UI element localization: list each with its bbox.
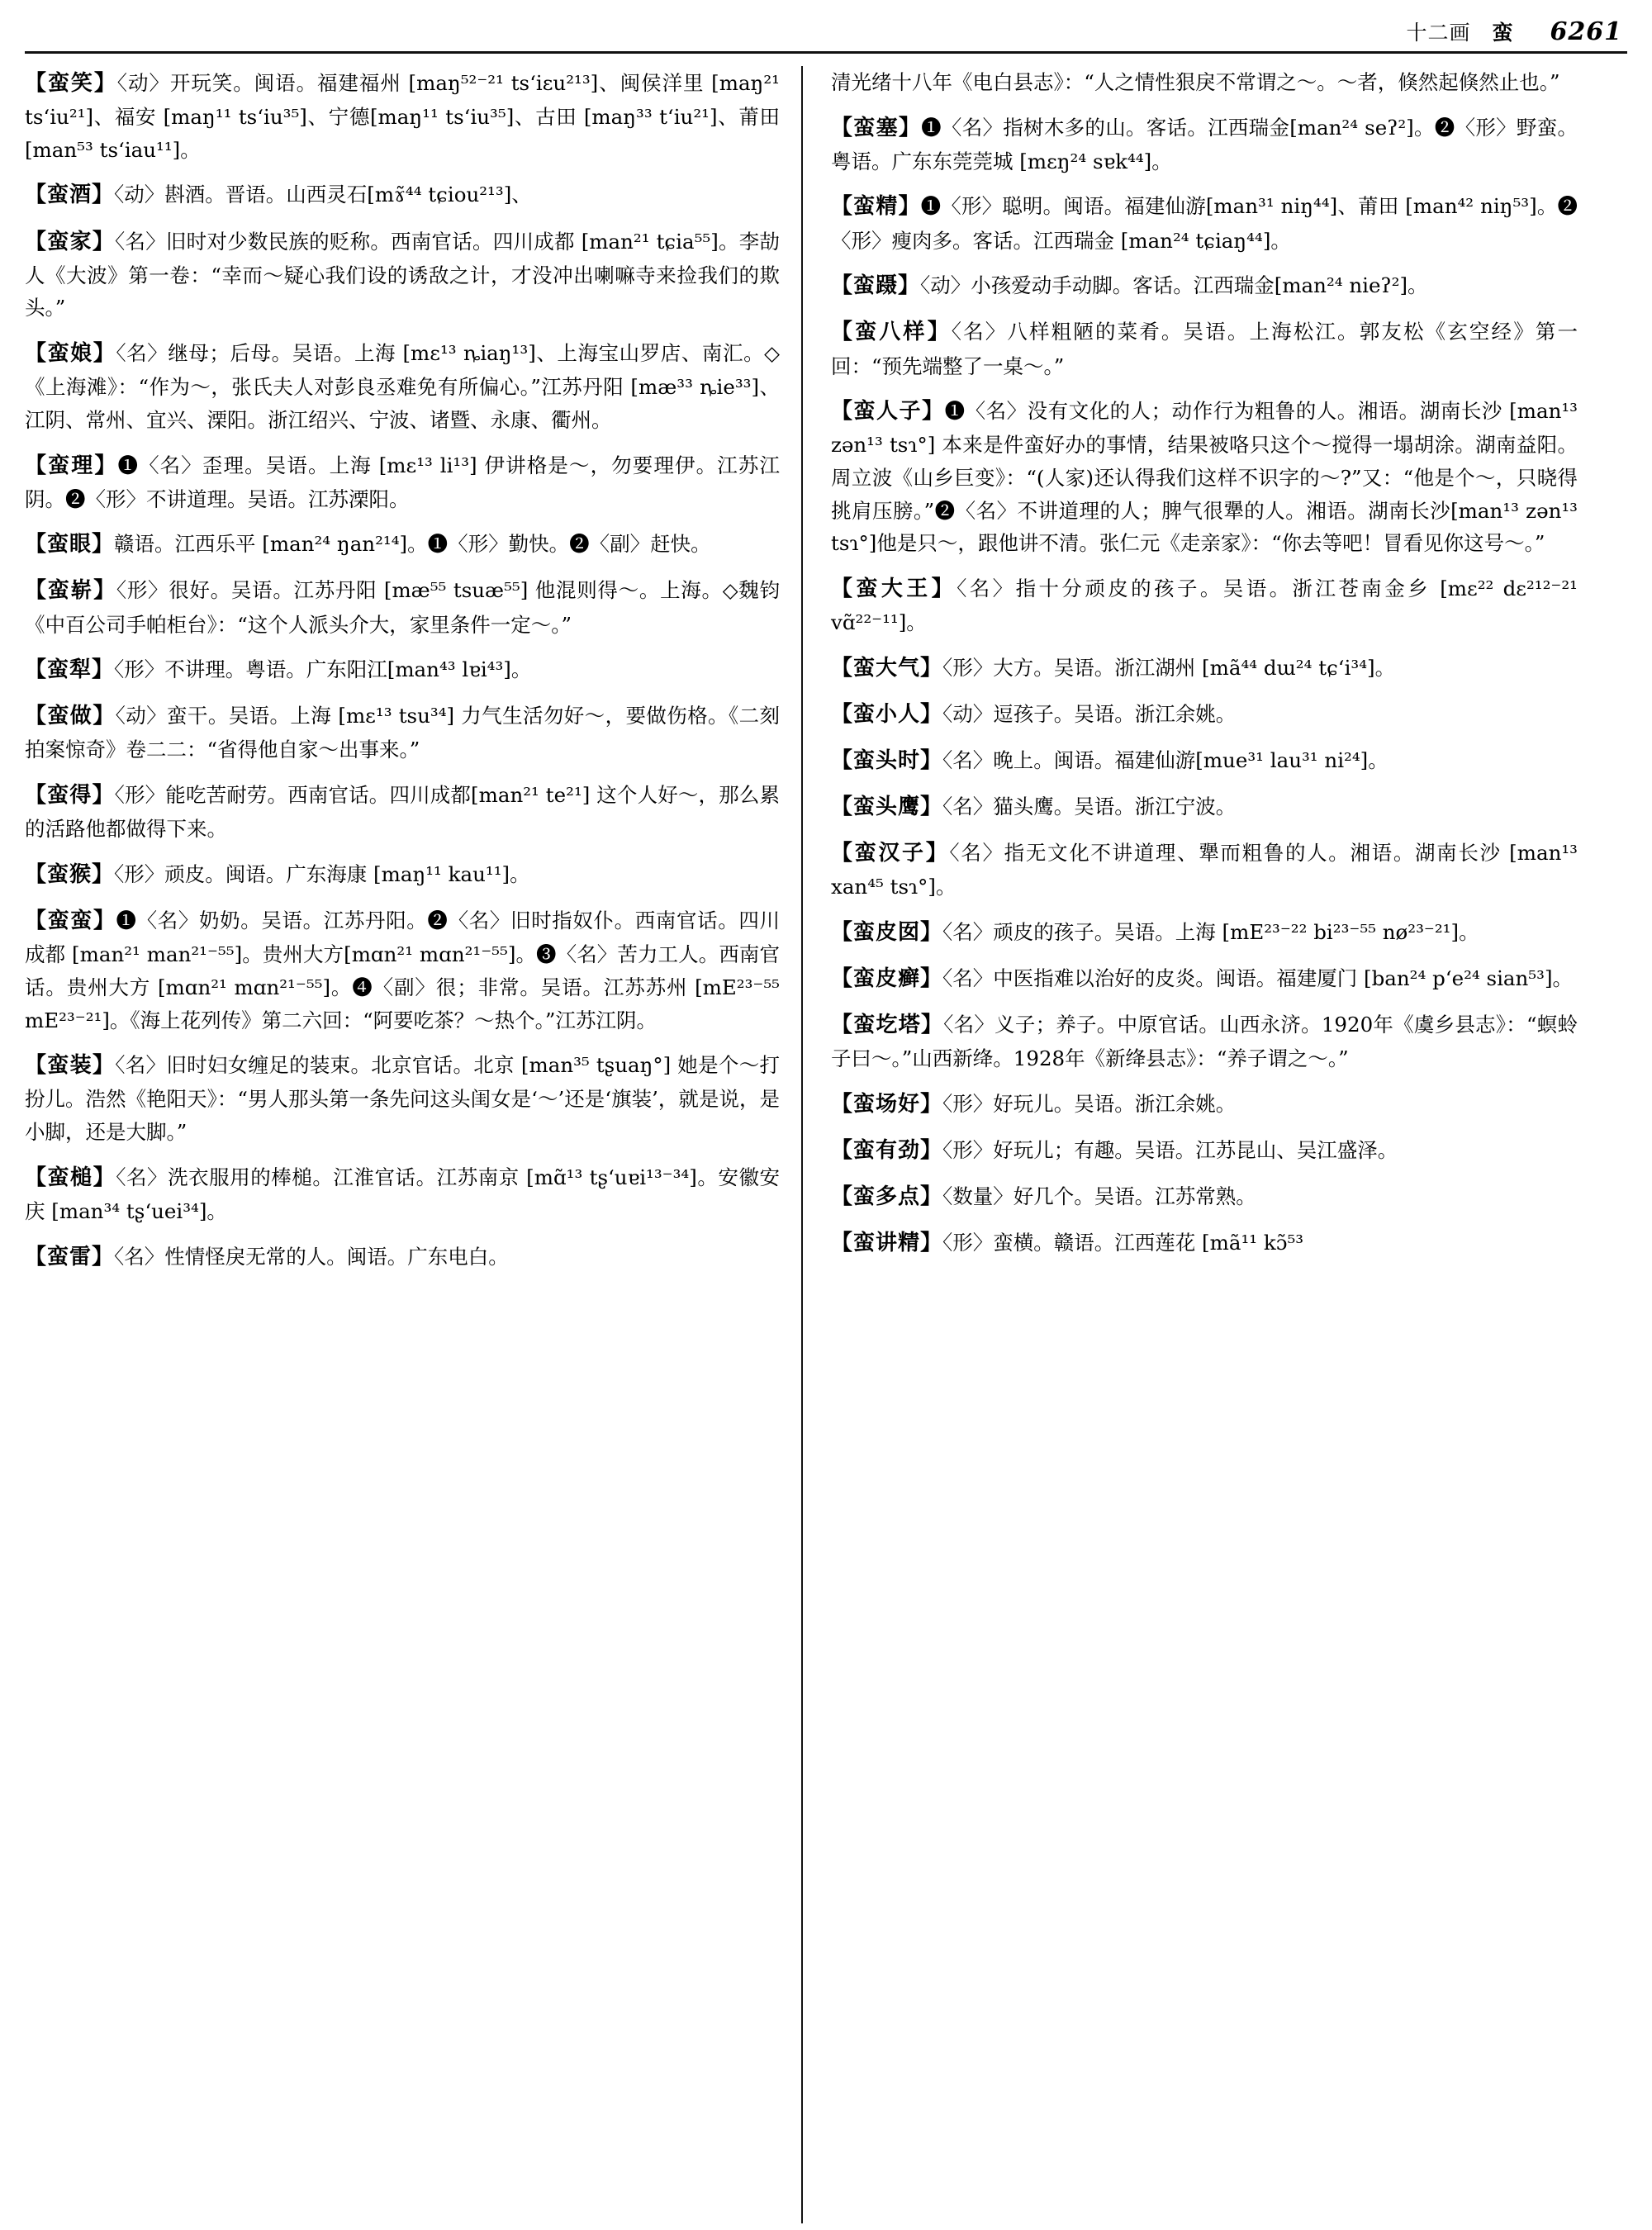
dictionary-entry (25, 699, 780, 766)
entry-body: ❶〈名〉没有文化的人；动作行为粗鲁的人。湘语。湖南长沙 [man¹³ zən¹³ tsɿ°] 本来是件蛮好办的事情，结果被咯只这个～搅得一塌胡涂。湖南益阳。周立波《山乡巨变》：“(人家)还认得我们这样不识字的～?”又：“他是个～，只晓得挑肩压膀。”❷〈名〉不讲道理的人；脾气很犟的人。湘语。湖南长沙[man¹³ zən¹³ tsɿ°]他是只～，跟他讲不清。张仁元《走亲家》：“你去等吧！冒看见你这号～。” (831, 399, 1578, 556)
entry-headword: 【蛮精】 (831, 194, 921, 220)
entry-body: 〈名〉猫头鹰。吴语。浙江宁波。 (942, 795, 1237, 819)
dictionary-entry (831, 268, 1578, 303)
entry-headword: 【蛮汉子】 (831, 841, 950, 866)
entry-headword: 【蛮场好】 (831, 1092, 943, 1117)
dictionary-entry (831, 1226, 1578, 1260)
header-volume-label: 十二画 (1406, 21, 1471, 45)
dictionary-entry (25, 1240, 780, 1274)
entry-headword: 【蛮小人】 (831, 701, 943, 727)
entry-body: ❶〈名〉指树木多的山。客话。江西瑞金[man²⁴ seʔ²]。❷〈形〉野蛮。粤语。广东东莞莞城 [mɛŋ²⁴ sɐk⁴⁴]。 (831, 115, 1578, 173)
dictionary-entry (25, 527, 780, 562)
entry-headword: 【蛮皮囡】 (831, 920, 943, 946)
entry-body: 〈名〉旧时妇女缠足的装束。北京官话。北京 [man³⁵ tʂuaŋ°] 她是个～打扮儿。浩然《艳阳天》：“男人那头第一条先问这头闺女是‘～’还是‘旗装’，就是说，是小脚，还是大脚。” (25, 1053, 780, 1145)
dictionary-entry (831, 1179, 1578, 1214)
entry-headword: 【蛮讲精】 (831, 1231, 943, 1256)
dictionary-entry (831, 1008, 1578, 1075)
entry-headword: 【蛮蛮】 (25, 909, 116, 934)
dictionary-entry (831, 697, 1578, 732)
entry-body: 〈名〉性情怪戾无常的人。闽语。广东电白。 (114, 1244, 509, 1269)
entry-headword: 【蛮有劲】 (831, 1138, 943, 1164)
entry-headword: 【蛮笑】 (25, 71, 117, 96)
entry-body: 〈形〉蛮横。赣语。江西莲花 [mã¹¹ kɔ̃⁵³ (942, 1231, 1304, 1255)
entry-body: 〈形〉好玩儿。吴语。浙江余姚。 (942, 1092, 1237, 1117)
dictionary-entry (25, 336, 780, 436)
entry-headword: 【蛮做】 (25, 704, 116, 729)
entry-headword: 【蛮八样】 (831, 320, 952, 345)
dictionary-entry (831, 394, 1578, 560)
entry-headword: 【蛮头鹰】 (831, 795, 943, 820)
entry-body: 〈动〉蛮干。吴语。上海 [mɛ¹³ tsu³⁴] 力气生活勿好～，要做伤格。《二刻拍案惊奇》卷二二：“省得他自家～出事来。” (25, 704, 780, 762)
entry-headword: 【蛮头时】 (831, 748, 943, 774)
right-column (801, 66, 1578, 2223)
entry-body: 〈数量〉好几个。吴语。江苏常熟。 (942, 1184, 1256, 1209)
entry-headword: 【蛮眼】 (25, 532, 115, 558)
entry-body: 〈动〉斟酒。晋语。山西灵石[mɤ̃⁴⁴ tɕiou²¹³]、 (114, 183, 532, 207)
entry-body: 〈名〉义子；养子。中原官话。山西永济。1920年《虞乡县志》：“螟蛉子曰～。”山西新绛。1928年《新绛县志》：“养子谓之～。” (831, 1013, 1578, 1071)
entry-headword: 【蛮塞】 (831, 115, 922, 140)
dictionary-entry (25, 448, 780, 516)
dictionary-entry (831, 315, 1578, 382)
entry-body: 〈形〉大方。吴语。浙江湖州 [mã⁴⁴ dɯ²⁴ tɕʻi³⁴]。 (942, 655, 1396, 680)
page-header (1406, 17, 1622, 46)
entry-body: 〈动〉开玩笑。闽语。福建福州 [maŋ⁵²⁻²¹ tsʻiɛu²¹³]、闽侯洋里 [maŋ²¹ tsʻiu²¹]、福安 [maŋ¹¹ tsʻiu³⁵]、宁德[maŋ¹¹ tsʻiu³⁵]、古田 [maŋ³³ tʻiu²¹]、莆田 [man⁵³ tsʻiau¹¹]。 (25, 71, 780, 162)
entry-body: 〈形〉顽皮。闽语。广东海康 [maŋ¹¹ kau¹¹]。 (114, 861, 530, 886)
entry-body: 〈名〉顽皮的孩子。吴语。上海 [mE²³⁻²² bi²³⁻⁵⁵ nø²³⁻²¹]。 (942, 920, 1479, 945)
entry-headword: 【蛮人子】 (831, 399, 945, 425)
dictionary-entry (25, 857, 780, 892)
dictionary-entry (831, 961, 1578, 996)
entry-headword: 【蛮犁】 (25, 657, 115, 683)
entry-headword: 【蛮蹑】 (831, 273, 921, 299)
entry-body: 〈名〉继母；后母。吴语。上海 [mɛ¹³ ȵiaŋ¹³]、上海宝山罗店、南汇。◇《上海滩》：“作为～，张氏夫人对彭良丞难免有所偏心。”江苏丹阳 [mæ³³ ȵie³³]、江阴、常州、宜兴、溧阳。浙江绍兴、宁波、诸暨、永康、衢州。 (25, 341, 780, 432)
dictionary-entry (831, 1133, 1578, 1168)
entry-body: 赣语。江西乐平 [man²⁴ ŋan²¹⁴]。❶〈形〉勤快。❷〈副〉赶快。 (114, 532, 711, 557)
entry-headword: 【蛮多点】 (831, 1184, 943, 1210)
entry-headword: 【蛮槌】 (25, 1165, 116, 1190)
dictionary-entry (25, 573, 780, 641)
entry-headword: 【蛮大气】 (831, 655, 943, 681)
entry-body: 〈形〉好玩儿；有趣。吴语。江苏昆山、吴江盛泽。 (942, 1138, 1398, 1163)
dictionary-entry (25, 1160, 780, 1228)
entry-body: ❶〈名〉奶奶。吴语。江苏丹阳。❷〈名〉旧时指奴仆。西南官话。四川成都 [man²¹ man²¹⁻⁵⁵]。贵州大方[mɑn²¹ mɑn²¹⁻⁵⁵]。❸〈名〉苦力工人。西南官话。贵州大方 [mɑn²¹ mɑn²¹⁻⁵⁵]。❹〈副〉很；非常。吴语。江苏苏州 [mE²³⁻⁵⁵ mE²³⁻²¹]。《海上花列传》第二六回：“阿要吃茶？～热个。”江苏江阴。 (25, 909, 780, 1032)
entry-body: 〈名〉八样粗陋的菜肴。吴语。上海松江。郭友松《玄空经》第一回：“预先端整了一桌～。” (831, 320, 1578, 378)
entry-body: 〈名〉中医指难以治好的皮炎。闽语。福建厦门 [ban²⁴ pʻe²⁴ sian⁵³]。 (942, 966, 1574, 991)
dictionary-entry (25, 178, 780, 212)
entry-headword: 【蛮圪塔】 (831, 1013, 944, 1038)
header-character: 蛮 (1492, 21, 1514, 45)
left-column (25, 66, 801, 2223)
entry-body: 〈名〉旧时对少数民族的贬称。西南官话。四川成都 [man²¹ tɕia⁵⁵]。李劼人《大波》第一卷：“幸而～疑心我们设的诱敌之计，才没冲出喇嘛寺来捡我们的欺头。” (25, 229, 780, 320)
dictionary-entry (831, 836, 1578, 904)
entry-headword: 【蛮理】 (25, 453, 118, 478)
entry-headword: 【蛮酒】 (25, 183, 115, 208)
dictionary-entry (831, 915, 1578, 950)
entry-headword: 【蛮大王】 (831, 576, 957, 602)
entry-headword: 【蛮崭】 (25, 578, 116, 604)
entry-body: 〈名〉晚上。闽语。福建仙游[mue³¹ lau³¹ ni²⁴]。 (942, 748, 1389, 773)
page-number: 6261 (1550, 17, 1622, 46)
entry-headword: 【蛮皮癣】 (831, 966, 943, 992)
entry-body: 〈名〉指十分顽皮的孩子。吴语。浙江苍南金乡 [mɛ²² dɛ²¹²⁻²¹ vɑ̃²²⁻¹¹]。 (831, 576, 1578, 635)
dictionary-entry (831, 189, 1578, 257)
dictionary-entry (25, 225, 780, 325)
entry-headword: 【蛮娘】 (25, 341, 116, 367)
entry-headword: 【蛮雷】 (25, 1244, 115, 1269)
dictionary-entry-continuation (831, 66, 1578, 99)
dictionary-entry (831, 572, 1578, 639)
header-divider (25, 51, 1627, 54)
dictionary-entry (831, 651, 1578, 686)
entry-headword: 【蛮得】 (25, 783, 115, 809)
entry-body: 〈名〉指无文化不讲道理、犟而粗鲁的人。湘语。湖南长沙 [man¹³ xan⁴⁵ tsɿ°]。 (831, 841, 1578, 899)
entry-headword: 【蛮猴】 (25, 861, 115, 887)
entry-body: 清光绪十八年《电白县志》：“人之情性狠戾不常谓之～。～者，倏然起倏然止也。” (831, 70, 1560, 94)
dictionary-entry (831, 743, 1578, 778)
entry-body: 〈形〉很好。吴语。江苏丹阳 [mæ⁵⁵ tsuæ⁵⁵] 他混则得～。上海。◇魏钧《中百公司手帕柜台》：“这个人派头介大，家里条件一定～。” (25, 578, 780, 637)
entry-body: 〈动〉逗孩子。吴语。浙江余姚。 (942, 701, 1237, 726)
entry-body: ❶〈名〉歪理。吴语。上海 [mɛ¹³ li¹³] 伊讲格是～，勿要理伊。江苏江阴。❷〈形〉不讲道理。吴语。江苏溧阳。 (25, 453, 780, 511)
dictionary-entry (25, 66, 780, 166)
dictionary-entry (831, 790, 1578, 824)
entry-headword: 【蛮装】 (25, 1053, 116, 1079)
dictionary-entry (25, 652, 780, 687)
dictionary-entry (25, 904, 780, 1037)
entry-body: 〈名〉洗衣服用的棒槌。江淮官话。江苏南京 [mɑ̃¹³ tʂʻuɐi¹³⁻³⁴]。安徽安庆 [man³⁴ tʂʻuei³⁴]。 (25, 1165, 780, 1223)
dictionary-entry (831, 111, 1578, 178)
entry-headword: 【蛮家】 (25, 229, 115, 254)
dictionary-entry (831, 1087, 1578, 1122)
entry-body: 〈形〉能吃苦耐劳。西南官话。四川成都[man²¹ te²¹] 这个人好～，那么累的活路他都做得下来。 (25, 783, 780, 842)
dictionary-entry (25, 778, 780, 846)
entry-body: 〈形〉不讲理。粤语。广东阳江[man⁴³ lɐi⁴³]。 (114, 657, 532, 682)
entry-body: 〈动〉小孩爱动手动脚。客话。江西瑞金[man²⁴ nieʔ²]。 (920, 273, 1428, 298)
page-columns (25, 66, 1627, 2223)
entry-body: ❶〈形〉聪明。闽语。福建仙游[man³¹ niŋ⁴⁴]、莆田 [man⁴² niŋ⁵³]。❷〈形〉瘦肉多。客话。江西瑞金 [man²⁴ tɕiaŋ⁴⁴]。 (831, 194, 1578, 253)
dictionary-entry (25, 1048, 780, 1148)
